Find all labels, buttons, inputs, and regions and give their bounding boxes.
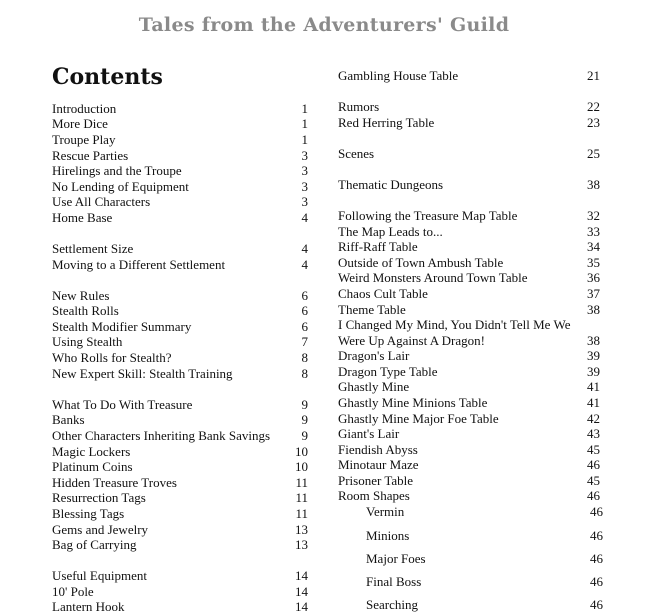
toc-entry-page-number: 11 bbox=[295, 475, 308, 490]
toc-entry-page-number: 13 bbox=[295, 522, 308, 537]
toc-entry-page-number: 10 bbox=[295, 444, 308, 459]
toc-entry-label: Resurrection Tags bbox=[52, 490, 146, 505]
toc-entry-page-number: 3 bbox=[301, 148, 308, 163]
toc-entry-label: Theme Table bbox=[338, 302, 406, 317]
toc-entry-page-number: 46 bbox=[590, 528, 603, 543]
toc-entry-label: Following the Treasure Map Table bbox=[338, 208, 518, 223]
toc-entry-page-number: 46 bbox=[590, 597, 603, 612]
toc-entry-label: Introduction bbox=[52, 101, 117, 116]
toc-entry-page-number: 4 bbox=[301, 241, 308, 256]
toc-entry-label: Banks bbox=[52, 412, 85, 427]
toc-entry-label: Scenes bbox=[338, 146, 375, 161]
toc-entry-page-number: 10 bbox=[295, 459, 308, 474]
toc-entry-page-number: 23 bbox=[587, 115, 600, 130]
toc-entry-page-number: 21 bbox=[587, 68, 600, 83]
toc-entry-label: Useful Equipment bbox=[52, 568, 147, 583]
toc-entry-label: I Changed My Mind, You Didn't Tell Me We bbox=[338, 317, 571, 332]
toc-entry-page-number: 36 bbox=[587, 270, 600, 285]
toc-entry-page-number: 6 bbox=[301, 319, 308, 334]
toc-entry-page-number: 7 bbox=[301, 334, 308, 349]
toc-entry-page-number: 9 bbox=[301, 428, 308, 443]
toc-entry-label: Platinum Coins bbox=[52, 459, 133, 474]
contents-heading: Contents bbox=[52, 64, 163, 90]
toc-entry-label: Settlement Size bbox=[52, 241, 134, 256]
toc-entry-page-number: 38 bbox=[587, 333, 600, 348]
toc-entry-label: Stealth Modifier Summary bbox=[52, 319, 192, 334]
toc-entry-label: Weird Monsters Around Town Table bbox=[338, 270, 528, 285]
toc-entry-label: Giant's Lair bbox=[338, 426, 400, 441]
toc-entry-page-number: 45 bbox=[587, 473, 600, 488]
toc-entry-page-number: 6 bbox=[301, 303, 308, 318]
toc-entry-label: Dragon Type Table bbox=[338, 364, 438, 379]
toc-entry-page-number: 1 bbox=[301, 116, 308, 131]
toc-entry-label: Bag of Carrying bbox=[52, 537, 137, 552]
toc-entry-label: The Map Leads to... bbox=[338, 224, 443, 239]
running-header: Tales from the Adventurers' Guild bbox=[138, 14, 510, 36]
toc-entry-label: New Expert Skill: Stealth Training bbox=[52, 366, 233, 381]
toc-entry-page-number: 8 bbox=[301, 350, 308, 365]
toc-entry-label: Minions bbox=[366, 528, 410, 543]
toc-entry-page-number: 9 bbox=[301, 412, 308, 427]
toc-entry-page-number: 14 bbox=[295, 599, 308, 614]
toc-entry-label: Red Herring Table bbox=[338, 115, 435, 130]
toc-entry-page-number: 38 bbox=[587, 177, 600, 192]
toc-entry-label: Hirelings and the Troupe bbox=[52, 163, 182, 178]
toc-entry-label: New Rules bbox=[52, 288, 110, 303]
toc-entry-label: Rumors bbox=[338, 99, 380, 114]
toc-entry-label: No Lending of Equipment bbox=[52, 179, 189, 194]
toc-entry-page-number: 41 bbox=[587, 379, 600, 394]
toc-entry-page-number: 9 bbox=[301, 397, 308, 412]
toc-entry-label: Stealth Rolls bbox=[52, 303, 119, 318]
toc-entry-label: Riff-Raff Table bbox=[338, 239, 418, 254]
toc-entry-page-number: 13 bbox=[295, 537, 308, 552]
toc-entry-label: Were Up Against A Dragon! bbox=[338, 333, 485, 348]
toc-entry-page-number: 46 bbox=[590, 504, 603, 519]
toc-entry-label: Minotaur Maze bbox=[338, 457, 419, 472]
toc-entry-page-number: 35 bbox=[587, 255, 600, 270]
toc-entry-page-number: 25 bbox=[587, 146, 600, 161]
toc-entry-page-number: 1 bbox=[301, 132, 308, 147]
toc-entry-label: Dragon's Lair bbox=[338, 348, 410, 363]
toc-entry-page-number: 14 bbox=[295, 568, 308, 583]
toc-entry-label: Other Characters Inheriting Bank Savings bbox=[52, 428, 271, 443]
toc-entry-page-number: 41 bbox=[587, 395, 600, 410]
toc-entry-page-number: 8 bbox=[301, 366, 308, 381]
toc-entry-page-number: 38 bbox=[587, 302, 600, 317]
toc-entry-label: More Dice bbox=[52, 116, 108, 131]
toc-entry-page-number: 46 bbox=[587, 488, 600, 503]
toc-entry-page-number: 3 bbox=[301, 179, 308, 194]
toc-entry-label: What To Do With Treasure bbox=[52, 397, 193, 412]
toc-entry-label: Rescue Parties bbox=[52, 148, 129, 163]
toc-entry-page-number: 3 bbox=[301, 194, 308, 209]
toc-entry-label: Searching bbox=[366, 597, 418, 612]
toc-entry-label: Blessing Tags bbox=[52, 506, 125, 521]
toc-entry-page-number: 22 bbox=[587, 99, 600, 114]
toc-entry-label: Ghastly Mine bbox=[338, 379, 410, 394]
toc-entry-page-number: 6 bbox=[301, 288, 308, 303]
toc-entry-label: Ghastly Mine Minions Table bbox=[338, 395, 488, 410]
toc-entry-label: Final Boss bbox=[366, 574, 422, 589]
toc-entry-label: Troupe Play bbox=[52, 132, 116, 147]
toc-entry-label: Gems and Jewelry bbox=[52, 522, 149, 537]
toc-entry-page-number: 43 bbox=[587, 426, 600, 441]
toc-entry-label: Gambling House Table bbox=[338, 68, 459, 83]
toc-entry-label: Hidden Treasure Troves bbox=[52, 475, 177, 490]
toc-entry-label: Magic Lockers bbox=[52, 444, 131, 459]
toc-entry-label: 10' Pole bbox=[52, 584, 94, 599]
toc-entry-label: Who Rolls for Stealth? bbox=[52, 350, 172, 365]
toc-entry-page-number: 37 bbox=[587, 286, 600, 301]
toc-entry-label: Chaos Cult Table bbox=[338, 286, 428, 301]
toc-entry-page-number: 14 bbox=[295, 584, 308, 599]
toc-entry-page-number: 39 bbox=[587, 348, 600, 363]
toc-entry-page-number: 4 bbox=[301, 210, 308, 225]
toc-entry-label: Major Foes bbox=[366, 551, 426, 566]
toc-entry-page-number: 46 bbox=[590, 551, 603, 566]
toc-entry-label: Home Base bbox=[52, 210, 113, 225]
toc-entry-label: Thematic Dungeons bbox=[338, 177, 444, 192]
toc-entry-page-number: 34 bbox=[587, 239, 600, 254]
toc-entry-label: Fiendish Abyss bbox=[338, 442, 418, 457]
toc-entry-page-number: 45 bbox=[587, 442, 600, 457]
toc-entry-page-number: 32 bbox=[587, 208, 600, 223]
toc-entry-label: Prisoner Table bbox=[338, 473, 414, 488]
toc-entry-page-number: 11 bbox=[295, 506, 308, 521]
toc-entry-label: Vermin bbox=[366, 504, 405, 519]
toc-entry-page-number: 11 bbox=[295, 490, 308, 505]
toc-entry-label: Room Shapes bbox=[338, 488, 410, 503]
toc-entry-page-number: 4 bbox=[301, 257, 308, 272]
toc-entry-page-number: 46 bbox=[587, 457, 600, 472]
toc-entry-page-number: 46 bbox=[590, 574, 603, 589]
toc-entry-label: Moving to a Different Settlement bbox=[52, 257, 226, 272]
toc-entry-page-number: 39 bbox=[587, 364, 600, 379]
toc-entry-label: Using Stealth bbox=[52, 334, 123, 349]
toc-entry-page-number: 42 bbox=[587, 411, 600, 426]
toc-entry-page-number: 3 bbox=[301, 163, 308, 178]
toc-entry-page-number: 33 bbox=[587, 224, 600, 239]
toc-entry-page-number: 1 bbox=[301, 101, 308, 116]
toc-entry-label: Outside of Town Ambush Table bbox=[338, 255, 504, 270]
toc-entry-label: Lantern Hook bbox=[52, 599, 125, 614]
toc-entry-label: Ghastly Mine Major Foe Table bbox=[338, 411, 499, 426]
toc-entry-label: Use All Characters bbox=[52, 194, 151, 209]
